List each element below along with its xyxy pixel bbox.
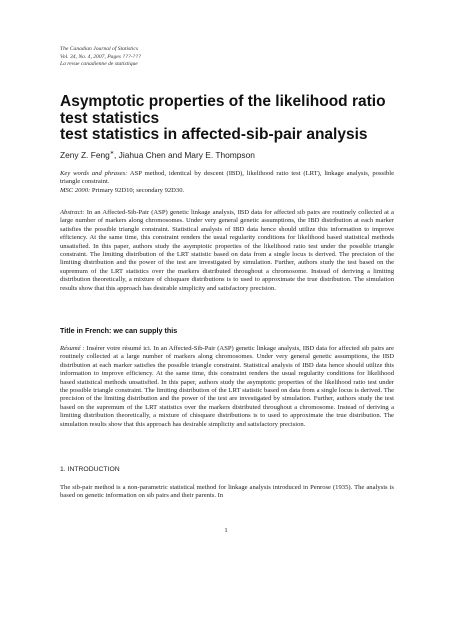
paper-title bbox=[60, 94, 400, 144]
resume-text: Insérer votre résumé ici. In an Affected-Sib-Pair (ASP) genetic linkage analysis, IBD data for affected sib pairs are routinely collected at a large number of markers along chromosomes. Under very general genetic assumptions, the IBD distribution at each marker satisfies the possible triangle constraint. Statistical analysis of IBD data hence should utilize this information to improve efficiency. At the same time, this constraint renders the usual regularity conditions for likelihood based statistical methods unsatisfied. In this paper, authors study the asymptotic properties of the likelihood ratio test under the possible triangle constraint. The limiting distribution of the LRT statistic based on data from a single locus is derived. The precision of the limiting distribution and the power of the test are investigated by simulation. Further, authors study the test based on the supremum of the LRT statistics over the markers distributed throughout a chromosome. Instead of deriving a limiting distribution theoretically, a mixture of chisquare distributions is to used to approximate the true distribution. The simulation results show that this approach has desirable simplicity and satisfactory precision. bbox=[60, 345, 394, 428]
journal-french-name: La revue canadienne de statistique bbox=[60, 61, 138, 68]
keywords-label: Key words and phrases: bbox=[60, 170, 128, 177]
author-first: Zeny Z. Feng bbox=[60, 150, 110, 160]
title-line-1: Asymptotic properties of the likelihood ratio bbox=[60, 93, 386, 110]
resume-label: Résumé : bbox=[60, 345, 85, 352]
keywords-text: ASP method, identical by descent (IBD), likelihood ratio test (LRT), linkage analysis, possible triangle constraint. bbox=[60, 170, 394, 186]
abstract-label: Abstract: bbox=[60, 209, 85, 216]
msc-label: MSC 2000: bbox=[60, 186, 91, 194]
title-line-3: test statistics in affected-sib-pair analysis bbox=[60, 126, 368, 143]
french-title: Title in French: we can supply this bbox=[60, 326, 178, 335]
section-heading-introduction: 1. INTRODUCTION bbox=[60, 466, 120, 473]
abstract-text: In an Affected-Sib-Pair (ASP) genetic linkage analysis, IBD data for affected sib pairs are routinely collected at a large number of markers along chromosomes. Under very general genetic assumptions, the IBD distribution at each marker satisfies the possible triangle constraint. Statistical analysis of IBD data hence should utilize this information to improve efficiency. At the same time, this constraint renders the usual regularity conditions for likelihood based statistical methods unsatisfied. In this paper, authors study the asymptotic properties of the likelihood ratio test under the possible triangle constraint. The limiting distribution of the LRT statistic based on data from a single locus is derived. The precision of the limiting distribution and the power of the test are investigated by simulation. Further, authors study the test based on the supremum of the LRT statistics over the markers distributed throughout a chromosome. Instead of deriving a limiting distribution theoretically, a mixture of chisquare distributions is to used to approximate the true distribution. The simulation results show that this approach has desirable simplicity and satisfactory precision. bbox=[60, 209, 394, 292]
keywords-block bbox=[60, 170, 394, 195]
title-line-2: test statistics bbox=[60, 109, 160, 127]
introduction-text: The sib-pair method is a non-parametric statistical method for linkage analysis introduced in Penrose (1935). The analysis is based on genetic information on sib pairs and their parents. In bbox=[60, 484, 394, 500]
author-rest: , Jiahua Chen and Mary E. Thompson bbox=[114, 150, 255, 160]
journal-volume: Vol. 34, No. 4, 2007, Pages ???-??? bbox=[60, 53, 141, 60]
author-list bbox=[60, 150, 255, 160]
msc-text: Primary 92D10; secondary 92D30. bbox=[90, 186, 185, 194]
abstract-block bbox=[60, 209, 394, 293]
journal-header bbox=[60, 46, 141, 69]
author-footnote-mark: ∗ bbox=[109, 150, 115, 157]
resume-block bbox=[60, 345, 394, 429]
journal-name: The Canadian Journal of Statistics bbox=[60, 46, 139, 52]
page-number: 1 bbox=[224, 527, 228, 534]
